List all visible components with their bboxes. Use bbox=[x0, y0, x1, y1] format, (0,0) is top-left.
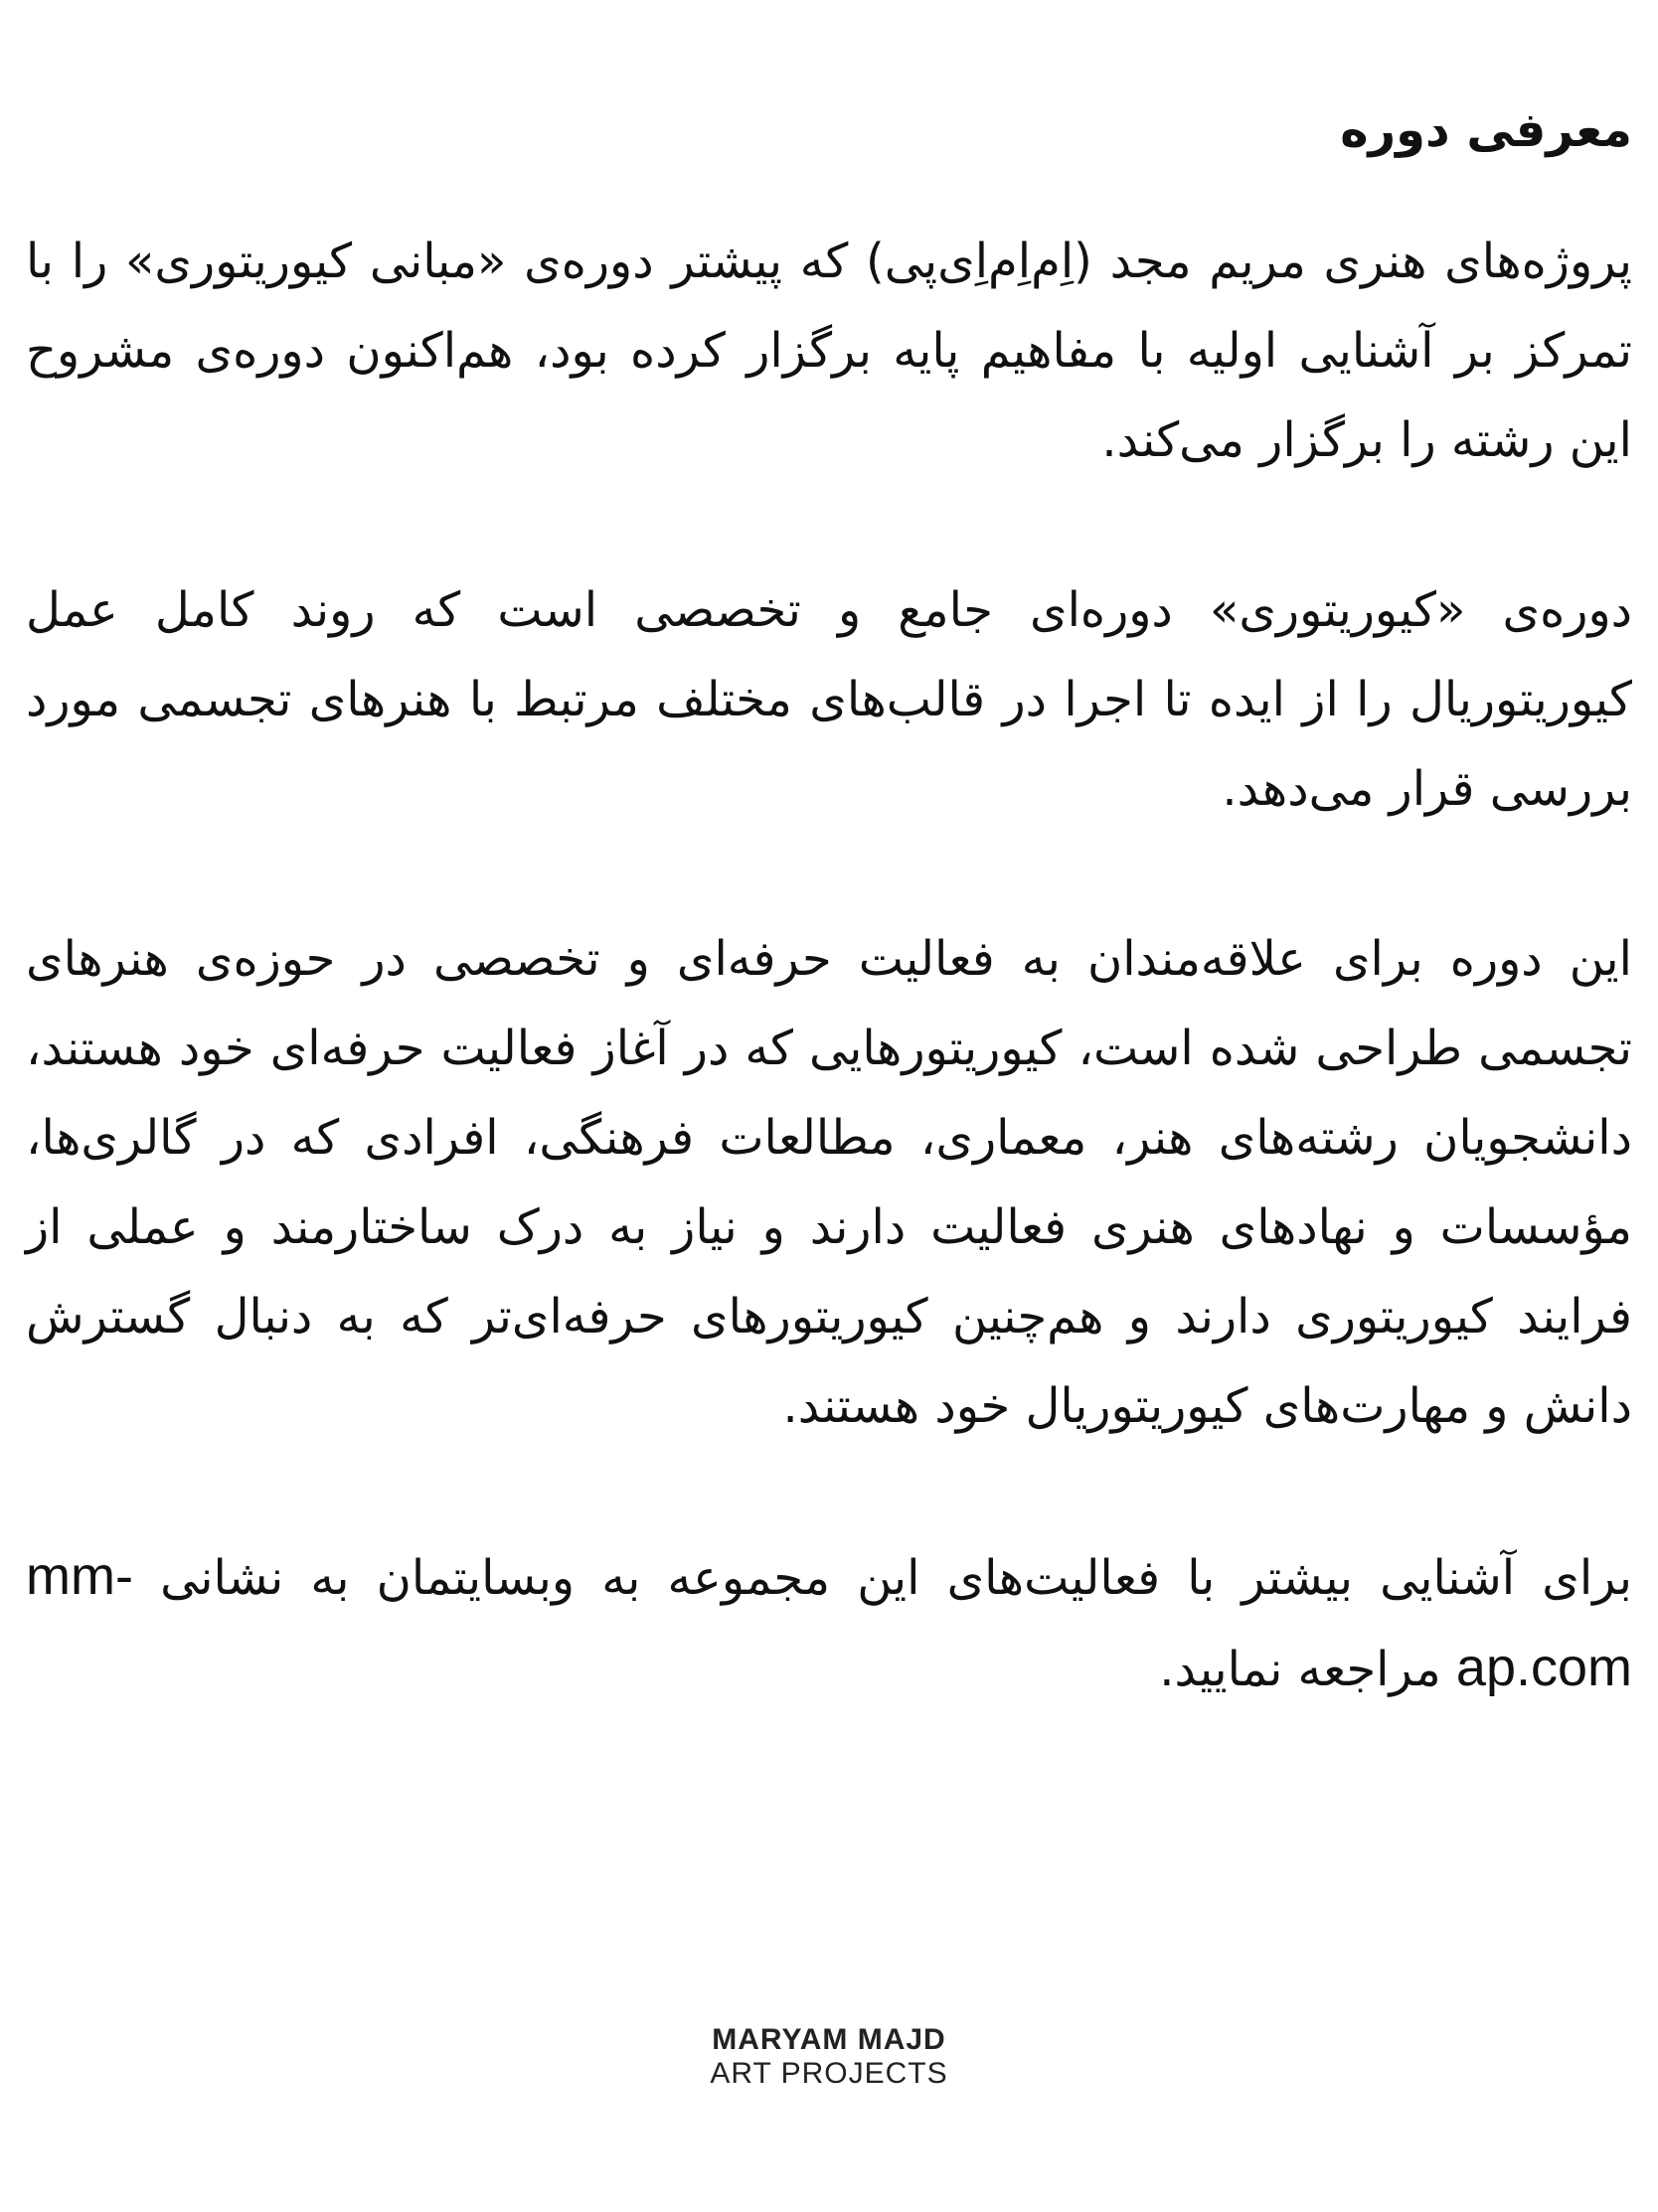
logo-line-maryam-majd: MARYAM MAJD bbox=[712, 2023, 946, 2056]
paragraph-closing bbox=[26, 1531, 1632, 1714]
document-page bbox=[26, 0, 1632, 2212]
paragraph-intro: پروژه‌های هنری مریم مجد (اِم‌اِم‌اِی‌پی) که پیشتر دوره‌ی «مبانی کیوریتوری» را با تمرکز بر آشنایی اولیه با مفاهیم پایه برگزار کرده بود، هم‌اکنون دوره‌ی مشروح این رشته را برگزار می‌کند. bbox=[26, 234, 1632, 468]
paragraph-course-description: دوره‌ی «کیوریتوری» دوره‌ای جامع و تخصصی است که روند کامل عمل کیوریتوریال را از ایده تا اجرا در قالب‌های مختلف مرتبط با هنرهای تجسمی مورد بررسی قرار می‌دهد. bbox=[26, 582, 1632, 817]
brand-logo bbox=[0, 2023, 1658, 2091]
page-title: معرفی دوره bbox=[1340, 102, 1632, 158]
paragraph-audience: این دوره برای علاقه‌مندان به فعالیت حرفه‌ای و تخصصی در حوزه‌ی هنرهای تجسمی طراحی شده است، کیوریتورهایی که در آغاز فعالیت حرفه‌ای خود هستند، دانشجویان رشته‌های هنر، معماری، مطالعات فرهنگی، افرادی که در گالری‌ها، مؤسسات و نهادهای هنری فعالیت دارند و نیاز به درک ساختارمند و عملی از فرایند کیوریتوری دارند و هم‌چنین کیوریتورهای حرفه‌ای‌تر که به دنبال گسترش دانش و مهارت‌های کیوریتوریال خود هستند. bbox=[26, 931, 1632, 1434]
logo-line-art-projects: ART PROJECTS bbox=[710, 2057, 948, 2090]
closing-text-after: مراجعه نمایید. bbox=[1159, 1642, 1456, 1697]
closing-text-before: برای آشنایی بیشتر با فعالیت‌های این مجموعه به وبسایتمان به نشانی bbox=[132, 1550, 1632, 1606]
website-link[interactable]: mm-ap.com bbox=[26, 1546, 1632, 1697]
body-text bbox=[26, 217, 1632, 1714]
